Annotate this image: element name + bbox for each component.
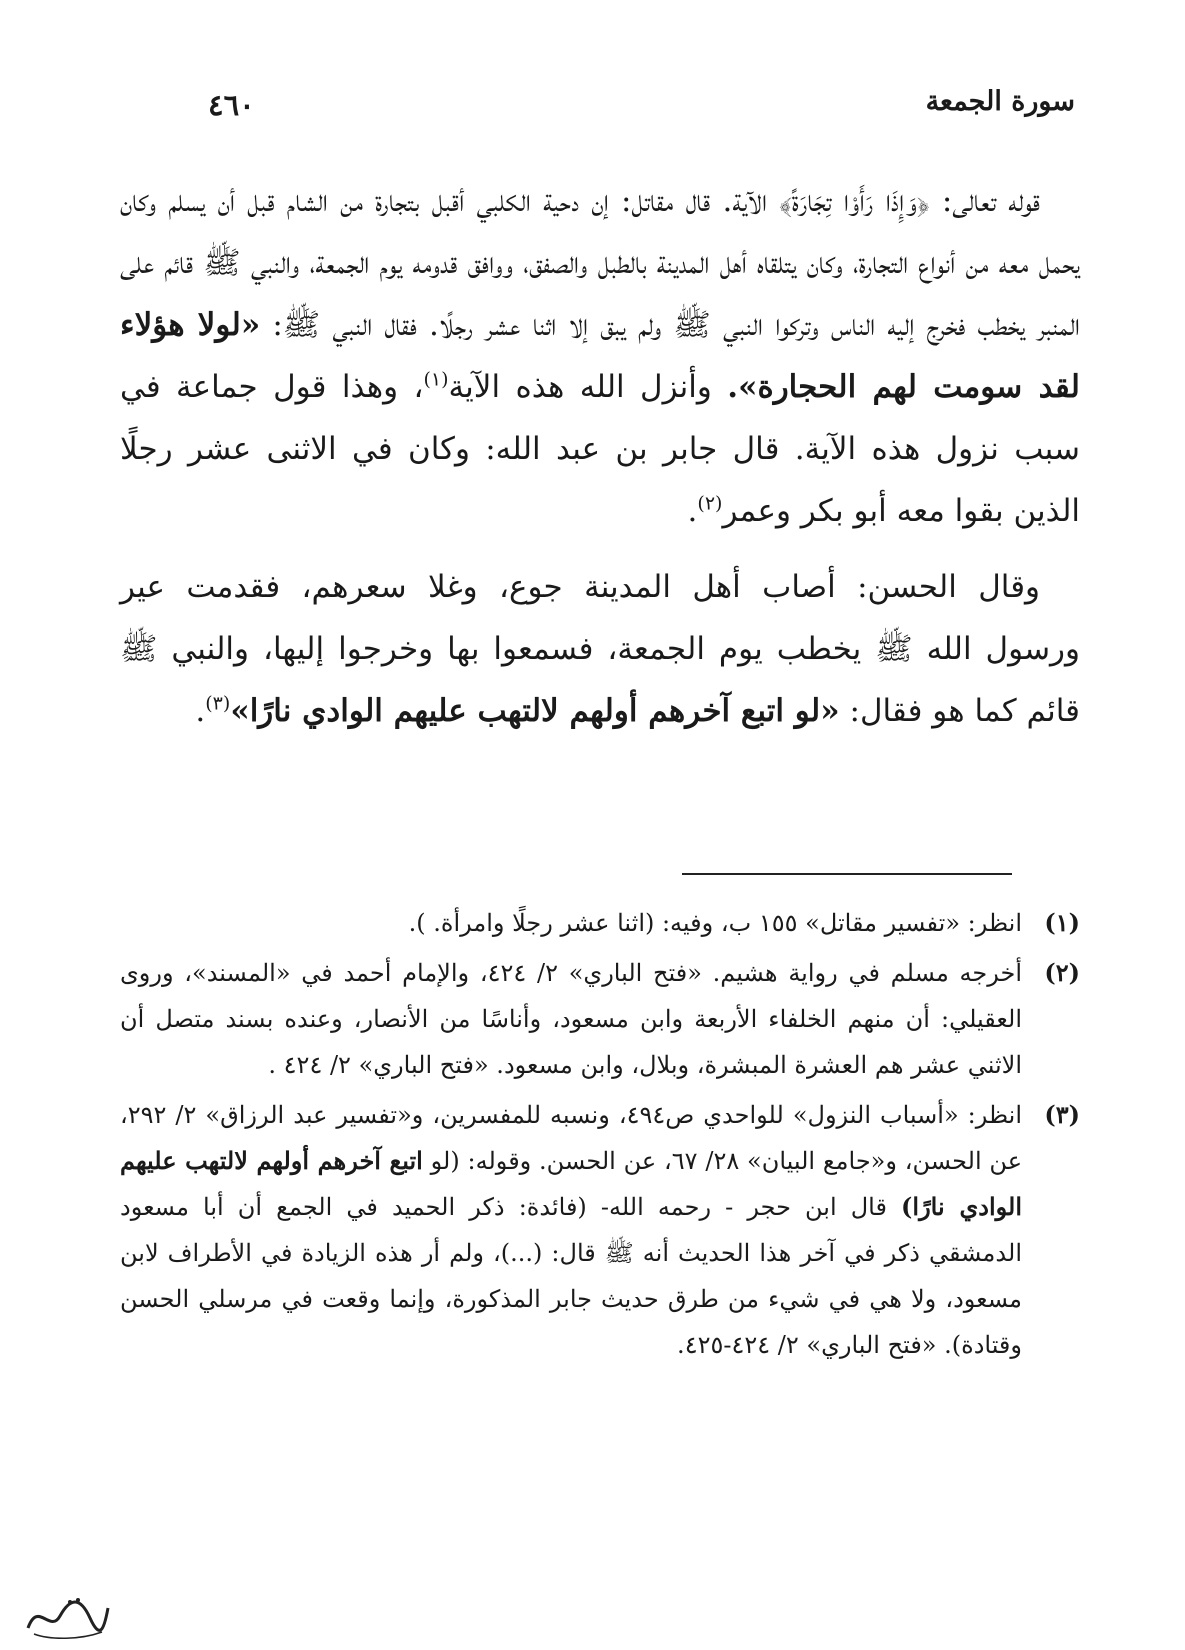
footnote-ref-3[interactable]: (٣) [205, 692, 231, 715]
footnotes [120, 900, 1080, 1372]
page-header [180, 78, 1075, 138]
footnote-number: (٢) [1044, 958, 1080, 987]
p2-text-2: . [195, 693, 206, 729]
footnote-divider [682, 873, 1012, 875]
hadith-quote-2: «لو اتبع آخرهم أولهم لالتهب عليهم الوادي نارًا» [230, 693, 840, 729]
surah-title: سورة الجمعة [925, 86, 1075, 117]
footnote-segment-bold: اتبع آخرهم أولهم لالتهب عليهم الوادي نارًا) [120, 1146, 1022, 1221]
footnote-text [120, 950, 1022, 1088]
publisher-logo-icon [20, 1590, 112, 1642]
main-text [120, 170, 1080, 742]
hadith-quote-1: «لولا هؤلاء لقد سومت لهم الحجارة». [120, 307, 1080, 405]
p1-text-5: . [687, 493, 698, 529]
footnote-1 [120, 900, 1080, 946]
p1-text-4: ، وهذا قول جماعة في سبب نزول هذه الآية. قال جابر بن عبد الله: وكان في الاثنى عشر رجلًا الذين بقوا معه أبو بكر وعمر [120, 369, 1080, 529]
footnote-segment: انظر: «أسباب النزول» للواحدي ص٤٩٤، ونسبه للمفسرين، و«تفسير عبد الرزاق» ٢/ ٢٩٢، عن الحسن، و«جامع البيان» ٢٨/ ٦٧، عن الحسن. وقوله: (لو [120, 1101, 1023, 1175]
footnote-text [120, 900, 1022, 946]
footnote-ref-1[interactable]: (١) [423, 368, 449, 391]
footnote-3 [120, 1092, 1080, 1368]
footnote-number: (٣) [1044, 1100, 1080, 1129]
page-number: ٤٦٠ [208, 88, 255, 122]
p1-text-3: وأنزل الله هذه الآية [448, 369, 712, 405]
footnote-ref-2[interactable]: (٢) [697, 492, 723, 515]
quran-verse: ﴿وَإِذَا رَأَوْا تِجَارَةً﴾ [779, 183, 930, 219]
paragraph-1 [120, 170, 1080, 542]
p1-text-1: قوله تعالى: [941, 183, 1040, 219]
p1-text-2: الآية. قال مقاتل: إن دحية الكلبي أقبل بتجارة من الشام قبل أن يسلم وكان يحمل معه من أنواع التجارة، وكان يتلقاه أهل المدينة بالطبل والصفق، ووافق قدومه يوم الجمعة، والنبي ﷺ قائم على المنبر يخطب فخرج إليه الناس وتركوا النبي ﷺ ولم يبق إلا اثنا عشر رجلًا. فقال النبي ﷺ: [120, 183, 1080, 343]
footnote-2 [120, 950, 1080, 1088]
footnote-segment: أخرجه مسلم في رواية هشيم. «فتح الباري» ٢/ ٤٢٤، والإمام أحمد في «المسند»، وروى العقيلي: أن منهم الخلفاء الأربعة وابن مسعود، وأناسًا من الأنصار، وعنده بسند متصل أن الاثني عشر هم العشرة المبشرة، وبلال، وابن مسعود. «فتح الباري» ٢/ ٤٢٤ . [120, 959, 1023, 1079]
footnote-segment: انظر: «تفسير مقاتل» ١٥٥ ب، وفيه: (اثنا عشر رجلًا وامرأة. ). [408, 909, 1022, 937]
p2-text-1: وقال الحسن: أصاب أهل المدينة جوع، وغلا سعرهم، فقدمت عير ورسول الله ﷺ يخطب يوم الجمعة، فسمعوا بها وخرجوا إليها، والنبي ﷺ قائم كما هو فقال: [120, 569, 1080, 729]
footnote-segment: قال ابن حجر - رحمه الله- (فائدة: ذكر الحميد في الجمع أن أبا مسعود الدمشقي ذكر في آخر هذا الحديث أنه ﷺ قال: (...)، ولم أر هذه الزيادة في الأطراف لابن مسعود، ولا هي في شيء من طرق حديث جابر المذكورة، وإنما وقعت في مرسلي الحسن وقتادة). «فتح الباري» ٢/ ٤٢٤-٤٢٥. [120, 1193, 1022, 1359]
footnote-text [120, 1092, 1022, 1368]
footnote-number: (١) [1044, 908, 1080, 937]
paragraph-2 [120, 556, 1080, 742]
